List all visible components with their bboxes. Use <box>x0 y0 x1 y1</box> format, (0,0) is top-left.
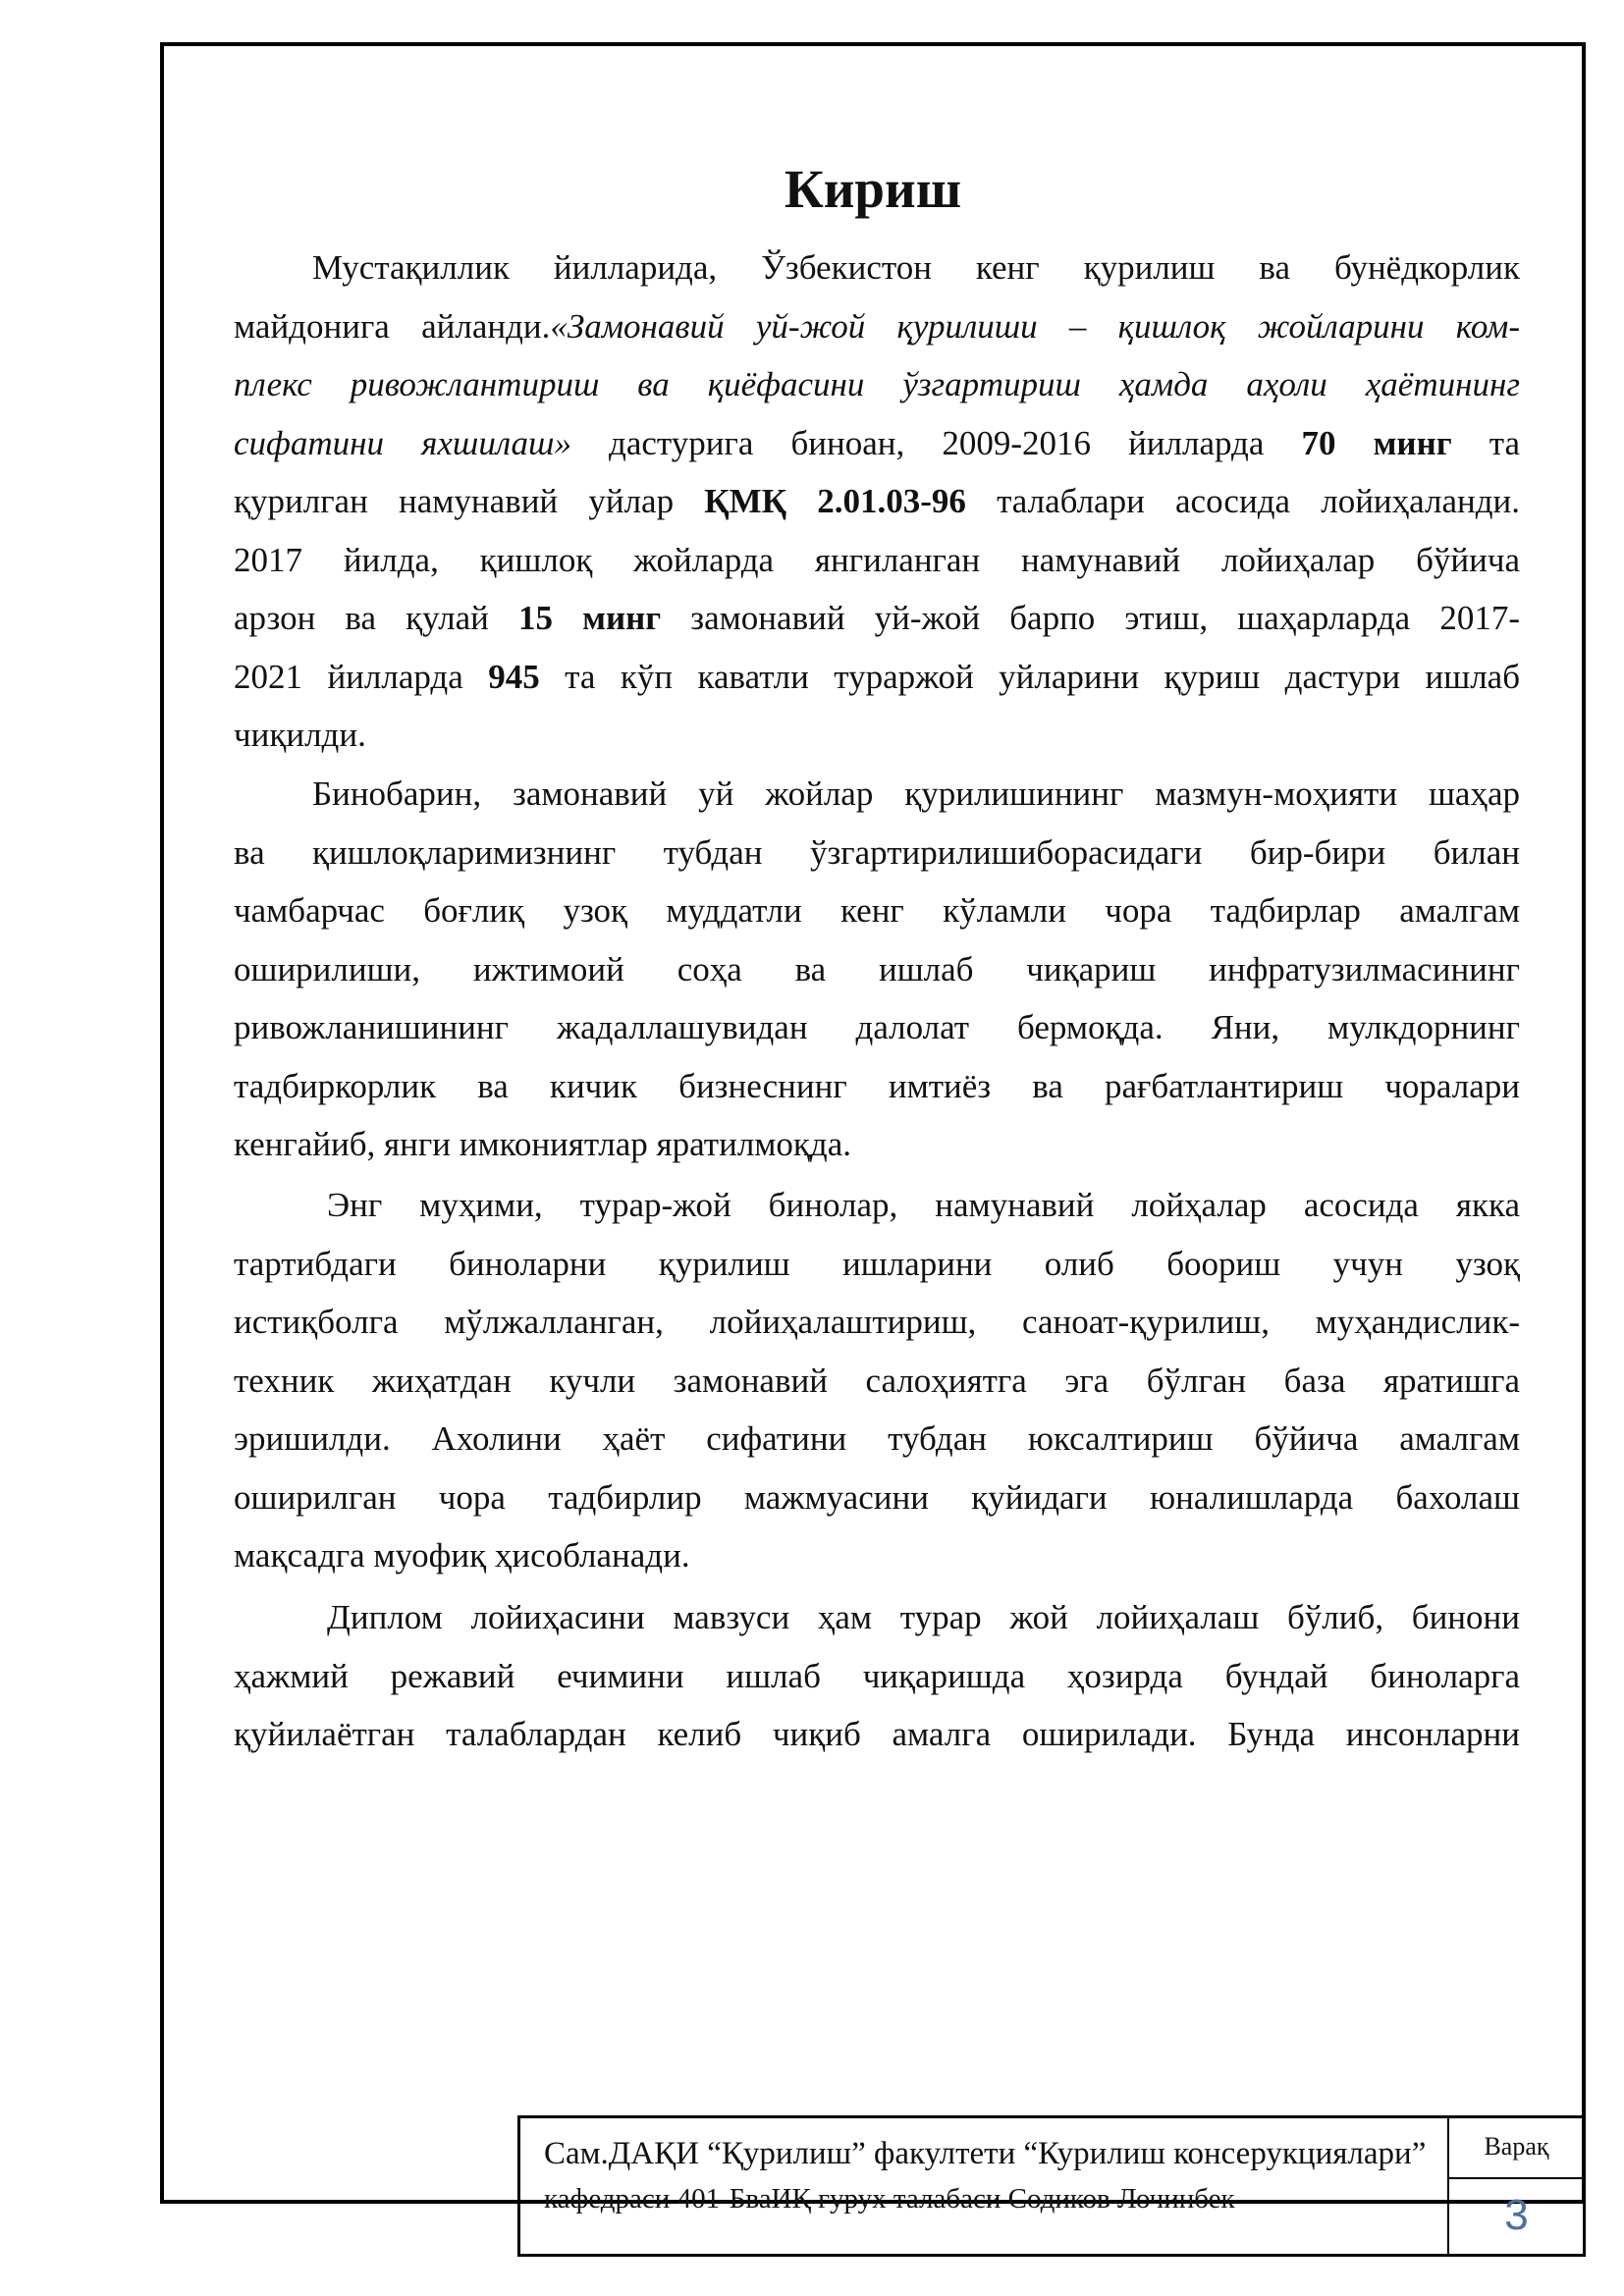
paragraph-2-line-6: тадбиркорлик ва кичик бизнеснинг имтиёз ва рағбатлантириш чоралари <box>234 1067 1520 1105</box>
paragraph-3-line-4: техник жиҳатдан кучли замонавий салоҳиятга эга бўлган база яратишга <box>234 1362 1520 1400</box>
sheet-number: 3 <box>1504 2191 1529 2239</box>
paragraph-4-line-1: Диплом лойиҳасини мавзуси ҳам турар жой лойиҳалаш бўлиб, бинони <box>327 1598 1520 1636</box>
paragraph-1-line-6: 2017 йилда, қишлоқ жойларда янгиланган намунавий лойиҳалар бўйича <box>234 541 1520 579</box>
paragraph-3-line-1: Энг муҳими, турар-жой бинолар, намунавий лойҳалар асосида якка <box>327 1186 1520 1224</box>
paragraph-2-line-7: кенгайиб, янги имкониятлар яратилмоқда. <box>234 1125 852 1163</box>
title-block-divider <box>1447 2177 1586 2179</box>
paragraph-3-line-6: оширилган чора тадбирлир мажмуасини қуйидаги юналишларда бахолаш <box>234 1478 1520 1517</box>
paragraph-2-line-1: Бинобарин, замонавий уй жойлар қурилишининг мазмун-моҳияти шаҳар <box>312 774 1520 813</box>
paragraph-1-line-5: қурилган намунавий уйлар ҚМҚ 2.01.03-96 талаблари асосида лойиҳаланди. <box>234 482 1521 520</box>
paragraph-3-line-2: тартибдаги биноларни қурилиш ишларини олиб боориш учун узоқ <box>234 1245 1520 1283</box>
paragraph-1-line-2: майдонига айланди.«Замонавий уй-жой қурилиши – қишлоқ жойларини ком- <box>234 307 1520 346</box>
paragraph-1-line-9: чиқилди. <box>234 716 366 754</box>
paragraph-1-line-8: 2021 йилларда 945 та кўп каватли тураржой уйларини қуриш дастури ишлаб <box>234 658 1521 696</box>
sheet-label: Варақ <box>1484 2132 1549 2161</box>
paragraph-3-line-3: истиқболга мўлжалланган, лойиҳалаштириш, саноат-қурилиш, муҳандислик- <box>234 1303 1520 1341</box>
paragraph-1-line-3: плекс ривожлантириш ва қиёфасини ўзгартириш ҳамда аҳоли ҳаётининг <box>234 365 1520 403</box>
paragraph-3-line-7: мақсадга муофиқ ҳисобланади. <box>234 1536 690 1575</box>
paragraph-1-line-4: сифатини яхшилаш» дастурига биноан, 2009-2016 йилларда 70 минг та <box>234 424 1520 462</box>
paragraph-4-line-2: ҳажмий режавий ечимини ишлаб чиқаришда ҳозирда бундай биноларга <box>234 1657 1520 1695</box>
title-block-faculty: Сам.ДАҚИ “Қурилиш” факултети “Курилиш консерукциялари” <box>544 2136 1427 2171</box>
paragraph-1-line-7: арзон ва қулай 15 минг замонавий уй-жой барпо этиш, шаҳарларда 2017- <box>234 599 1520 637</box>
title-block-student: кафедраси 401-БваИҚ гурух талабаси Содиков Лочинбек <box>544 2183 1235 2215</box>
paragraph-3-line-5: эришилди. Ахолини ҳаёт сифатини тубдан юксалтириш бўйича амалгам <box>234 1419 1520 1458</box>
paragraph-2-line-5: ривожланишининг жадаллашувидан далолат бермоқда. Яни, мулкдорнинг <box>234 1008 1520 1046</box>
page-title: Кириш <box>784 159 962 219</box>
paragraph-4-line-3: қуйилаётган талаблардан келиб чиқиб амалга оширилади. Бунда инсонларни <box>234 1715 1520 1753</box>
title-block <box>517 2115 1586 2257</box>
paragraph-2-line-4: оширилиши, ижтимоий соҳа ва ишлаб чиқариш инфратузилмасининг <box>234 950 1520 988</box>
paragraph-2-line-3: чамбарчас боғлиқ узоқ муддатли кенг кўламли чора тадбирлар амалгам <box>234 891 1520 930</box>
paragraph-1-line-1: Мустақиллик йилларида, Ўзбекистон кенг қурилиш ва бунёдкорлик <box>312 248 1520 287</box>
paragraph-2-line-2: ва қишлоқларимизнинг тубдан ўзгартирилишиборасидаги бир-бири билан <box>234 833 1520 872</box>
